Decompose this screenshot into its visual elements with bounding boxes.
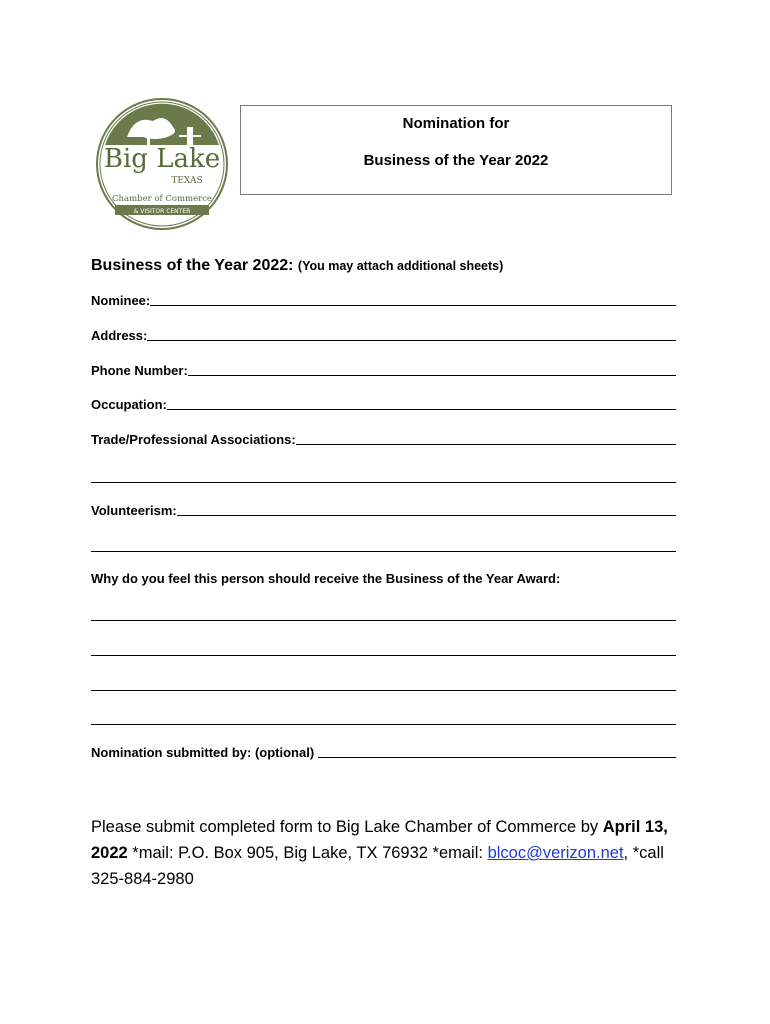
trade-continuation-line[interactable] — [91, 482, 676, 483]
phone-label: Phone Number: — [91, 363, 188, 378]
title-line-2: Business of the Year 2022 — [363, 152, 549, 169]
phone-line[interactable] — [188, 374, 676, 376]
volunteerism-line[interactable] — [177, 514, 676, 516]
logo-big-lake: Big Lake — [103, 144, 221, 174]
trade-field[interactable] — [91, 430, 676, 448]
answer-line[interactable] — [91, 620, 676, 621]
volunteerism-field[interactable] — [91, 501, 676, 519]
volunteerism-continuation-line[interactable] — [91, 551, 676, 552]
chamber-logo — [95, 97, 229, 231]
phone-field[interactable] — [91, 361, 676, 379]
title-box — [240, 105, 672, 195]
instructions-call: , *call 325-884-2980 — [91, 844, 664, 888]
award-question: Why do you feel this person should receive the Business of the Year Award: — [91, 571, 561, 586]
trade-line[interactable] — [296, 443, 676, 445]
address-field[interactable] — [91, 326, 676, 344]
address-line[interactable] — [147, 339, 676, 341]
nominee-line[interactable] — [150, 304, 676, 306]
instructions-text: Please submit completed form to Big Lake Chamber of Commerce by — [91, 818, 603, 836]
section-heading-main: Business of the Year 2022: — [91, 257, 294, 274]
answer-line[interactable] — [91, 655, 676, 656]
section-heading — [91, 257, 503, 275]
email-link[interactable]: blcoc@verizon.net — [487, 844, 624, 862]
title-line-1: Nomination for — [402, 115, 510, 132]
submitted-by-field[interactable] — [91, 743, 676, 761]
nominee-field[interactable] — [91, 291, 676, 309]
logo-texas: TEXAS — [171, 176, 203, 186]
occupation-label: Occupation: — [91, 397, 167, 412]
nominee-label: Nominee: — [91, 293, 151, 308]
submitted-by-line[interactable] — [318, 756, 676, 758]
instructions-mail: *mail: P.O. Box 905, Big Lake, TX 76932 *email: — [127, 844, 488, 862]
submitted-by-label: Nomination submitted by: (optional) — [91, 745, 315, 760]
logo-chamber: Chamber of Commerce — [112, 194, 212, 204]
trade-label: Trade/Professional Associations: — [91, 432, 296, 447]
occupation-field[interactable] — [91, 395, 676, 413]
answer-line[interactable] — [91, 690, 676, 691]
logo-visitor: & VISITOR CENTER — [133, 208, 191, 215]
address-label: Address: — [91, 328, 148, 343]
section-heading-note: (You may attach additional sheets) — [297, 259, 504, 273]
volunteerism-label: Volunteerism: — [91, 503, 177, 518]
occupation-line[interactable] — [167, 408, 676, 410]
deadline-date: April 13, 2022 — [91, 818, 668, 862]
submission-instructions — [91, 814, 681, 892]
answer-line[interactable] — [91, 724, 676, 725]
